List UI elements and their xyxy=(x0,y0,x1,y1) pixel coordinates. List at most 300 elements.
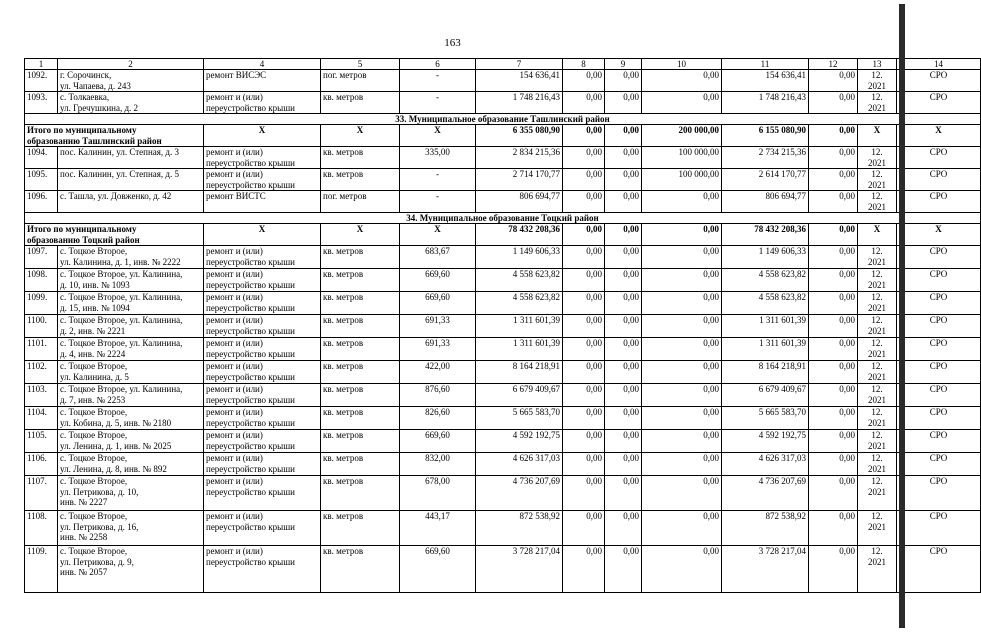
address xyxy=(58,191,204,213)
total-cost: 6 679 409,67 xyxy=(476,384,563,407)
address xyxy=(58,511,204,546)
volume: 443,17 xyxy=(400,511,476,546)
table-row xyxy=(25,407,981,430)
completion-date xyxy=(858,70,897,92)
work-type-line: ремонт и (или) xyxy=(206,511,263,521)
address-line: с. Толкаевка, xyxy=(60,92,110,102)
work-type-line: ремонт и (или) xyxy=(206,546,263,556)
volume: 669,60 xyxy=(400,430,476,453)
funding-col-10: 0,00 xyxy=(642,338,722,361)
funding-col-11: 4 592 192,75 xyxy=(722,430,809,453)
address-line: с. Тоцкое Второе, xyxy=(60,476,128,486)
funding-col-12: 0,00 xyxy=(809,92,858,114)
funding-col-8: 0,00 xyxy=(563,147,605,169)
total-cost: 2 834 215,36 xyxy=(476,147,563,169)
work-type-line: ремонт и (или) xyxy=(206,476,263,486)
address-line: ул. Петрикова, д. 9, xyxy=(60,556,134,567)
address-line: г. Сорочинск, xyxy=(60,70,112,80)
volume: 669,60 xyxy=(400,292,476,315)
contractor-type: СРО xyxy=(897,315,981,338)
column-number-header: 12 xyxy=(809,59,858,70)
work-type-line: переустройство крыши xyxy=(206,440,295,451)
funding-col-11: 8 164 218,91 xyxy=(722,361,809,384)
completion-date-line: 2021 xyxy=(868,394,886,405)
funding-col-8: 0,00 xyxy=(563,292,605,315)
funding-col-8: 0,00 xyxy=(563,246,605,269)
work-type-line: ремонт и (или) xyxy=(206,407,263,417)
funding-col-11: 5 665 583,70 xyxy=(722,407,809,430)
address-line: инв. № 2227 xyxy=(60,497,108,507)
unit: кв. метров xyxy=(321,147,400,169)
table-row xyxy=(25,430,981,453)
contractor-type: СРО xyxy=(897,384,981,407)
address-line: д. 2, инв. № 2221 xyxy=(60,325,126,336)
work-type-line: переустройство крыши xyxy=(206,179,295,190)
address-line: ул. Ленина, д. 1, инв. № 2025 xyxy=(60,440,172,451)
address-line: ул. Ленина, д. 8, инв. № 892 xyxy=(60,463,167,474)
completion-date xyxy=(858,147,897,169)
completion-date-line: 12. xyxy=(871,269,883,279)
funding-col-11: 4 626 317,03 xyxy=(722,453,809,476)
work-type-line: ремонт и (или) xyxy=(206,246,263,256)
completion-date xyxy=(858,191,897,213)
completion-date-line: 12. xyxy=(871,92,883,102)
address-line: д. 15, инв. № 1094 xyxy=(60,302,130,313)
unit: кв. метров xyxy=(321,169,400,191)
contractor-type: СРО xyxy=(897,407,981,430)
funding-col-12: 0,00 xyxy=(809,338,858,361)
table-row xyxy=(25,361,981,384)
row-number: 1096. xyxy=(25,191,58,213)
completion-date xyxy=(858,430,897,453)
funding-col-11: 4 558 623,82 xyxy=(722,292,809,315)
funding-col-12: 0,00 xyxy=(809,70,858,92)
column-number-header: 7 xyxy=(476,59,563,70)
funding-col-9: 0,00 xyxy=(605,70,642,92)
completion-date-line: 2021 xyxy=(868,325,886,336)
funding-col-8: 0,00 xyxy=(563,546,605,593)
address-line: ул. Калинина, д. 5 xyxy=(60,371,129,382)
column-number-header: 8 xyxy=(563,59,605,70)
funding-col-10: 0,00 xyxy=(642,269,722,292)
completion-date-line: 2021 xyxy=(868,179,886,190)
address-line: с. Тоцкое Второе, xyxy=(60,407,128,417)
subtotal-label xyxy=(25,125,204,147)
funding-col-8: 0,00 xyxy=(563,70,605,92)
subtotal-fund: 6 155 080,90 xyxy=(722,125,809,147)
work-type xyxy=(204,511,321,546)
subtotal-fund: 0,00 xyxy=(563,125,605,147)
completion-date-line: 2021 xyxy=(868,102,886,113)
work-type-line: переустройство крыши xyxy=(206,279,295,290)
completion-date-line: 12. xyxy=(871,453,883,463)
funding-col-8: 0,00 xyxy=(563,315,605,338)
total-cost: 2 714 170,77 xyxy=(476,169,563,191)
column-number-header: 10 xyxy=(642,59,722,70)
funding-col-12: 0,00 xyxy=(809,453,858,476)
funding-col-12: 0,00 xyxy=(809,511,858,546)
total-cost: 1 149 606,33 xyxy=(476,246,563,269)
subtotal-x: X xyxy=(858,224,897,246)
subtotal-x: X xyxy=(400,125,476,147)
completion-date-line: 2021 xyxy=(868,440,886,451)
volume: 669,60 xyxy=(400,269,476,292)
work-type-line: переустройство крыши xyxy=(206,371,295,382)
address-line: ул. Петрикова, д. 16, xyxy=(60,521,139,532)
funding-col-9: 0,00 xyxy=(605,453,642,476)
work-type-line: переустройство крыши xyxy=(206,302,295,313)
completion-date-line: 2021 xyxy=(868,80,886,91)
completion-date-line: 12. xyxy=(871,169,883,179)
address-line: ул. Петрикова, д. 10, xyxy=(60,486,139,497)
funding-col-11: 2 614 170,77 xyxy=(722,169,809,191)
contractor-type: СРО xyxy=(897,169,981,191)
address xyxy=(58,361,204,384)
unit: кв. метров xyxy=(321,246,400,269)
completion-date-line: 12. xyxy=(871,407,883,417)
funding-col-10: 0,00 xyxy=(642,92,722,114)
total-cost: 1 748 216,43 xyxy=(476,92,563,114)
completion-date-line: 2021 xyxy=(868,371,886,382)
table-row xyxy=(25,384,981,407)
address-line: ул. Кобина, д. 5, инв. № 2180 xyxy=(60,417,172,428)
subtotal-x: X xyxy=(897,125,981,147)
funding-col-10: 0,00 xyxy=(642,70,722,92)
subtotal-fund: 0,00 xyxy=(605,125,642,147)
funding-col-12: 0,00 xyxy=(809,315,858,338)
funding-col-10: 0,00 xyxy=(642,476,722,511)
work-type xyxy=(204,70,321,92)
funding-col-10: 0,00 xyxy=(642,191,722,213)
address xyxy=(58,476,204,511)
funding-col-8: 0,00 xyxy=(563,191,605,213)
unit: пог. метров xyxy=(321,191,400,213)
work-type-line: переустройство крыши xyxy=(206,102,295,113)
unit: кв. метров xyxy=(321,384,400,407)
work-type xyxy=(204,269,321,292)
address xyxy=(58,70,204,92)
column-number-header: 14 xyxy=(897,59,981,70)
completion-date xyxy=(858,315,897,338)
address-line: с. Тоцкое Второе, xyxy=(60,430,128,440)
funding-col-10: 0,00 xyxy=(642,453,722,476)
completion-date xyxy=(858,92,897,114)
funding-col-9: 0,00 xyxy=(605,269,642,292)
table-row xyxy=(25,246,981,269)
contractor-type: СРО xyxy=(897,361,981,384)
funding-col-9: 0,00 xyxy=(605,511,642,546)
subtotal-x: X xyxy=(858,125,897,147)
contractor-type: СРО xyxy=(897,338,981,361)
address-line: с. Тоцкое Второе, xyxy=(60,546,128,556)
contractor-type: СРО xyxy=(897,430,981,453)
table-row xyxy=(25,315,981,338)
contractor-type: СРО xyxy=(897,511,981,546)
table-row xyxy=(25,453,981,476)
table-row xyxy=(25,476,981,511)
funding-col-11: 3 728 217,04 xyxy=(722,546,809,593)
contractor-type: СРО xyxy=(897,92,981,114)
funding-col-8: 0,00 xyxy=(563,269,605,292)
funding-col-9: 0,00 xyxy=(605,246,642,269)
completion-date xyxy=(858,292,897,315)
completion-date xyxy=(858,246,897,269)
completion-date-line: 12. xyxy=(871,384,883,394)
page-number: 163 xyxy=(444,37,461,49)
funding-col-9: 0,00 xyxy=(605,384,642,407)
total-cost: 4 626 317,03 xyxy=(476,453,563,476)
completion-date-line: 12. xyxy=(871,430,883,440)
unit: кв. метров xyxy=(321,546,400,593)
address xyxy=(58,92,204,114)
work-type xyxy=(204,384,321,407)
row-number: 1105. xyxy=(25,430,58,453)
work-type-line: ремонт и (или) xyxy=(206,147,263,157)
funding-col-11: 1 748 216,43 xyxy=(722,92,809,114)
address xyxy=(58,315,204,338)
subtotal-fund: 78 432 208,36 xyxy=(722,224,809,246)
table-row xyxy=(25,191,981,213)
total-cost: 3 728 217,04 xyxy=(476,546,563,593)
funding-col-11: 4 558 623,82 xyxy=(722,269,809,292)
funding-col-12: 0,00 xyxy=(809,147,858,169)
work-type xyxy=(204,338,321,361)
total-cost: 4 592 192,75 xyxy=(476,430,563,453)
subtotal-label xyxy=(25,224,204,246)
section-heading: 34. Муниципальное образование Тоцкий район xyxy=(25,213,981,224)
address xyxy=(58,430,204,453)
subtotal-x: X xyxy=(204,125,321,147)
table-row xyxy=(25,546,981,593)
address-line: с. Тоцкое Второе, ул. Калинина, xyxy=(60,384,183,394)
subtotal-label-line: Итого по муниципальному xyxy=(27,224,137,234)
funding-col-12: 0,00 xyxy=(809,361,858,384)
funding-col-9: 0,00 xyxy=(605,292,642,315)
subtotal-row xyxy=(25,224,981,246)
completion-date-line: 2021 xyxy=(868,521,886,532)
work-type-line: переустройство крыши xyxy=(206,325,295,336)
subtotal-x: X xyxy=(204,224,321,246)
funding-col-8: 0,00 xyxy=(563,169,605,191)
funding-col-10: 0,00 xyxy=(642,384,722,407)
total-cost: 8 164 218,91 xyxy=(476,361,563,384)
table-row xyxy=(25,92,981,114)
unit: кв. метров xyxy=(321,430,400,453)
work-type-line: переустройство крыши xyxy=(206,157,295,168)
address xyxy=(58,453,204,476)
completion-date-line: 12. xyxy=(871,147,883,157)
funding-col-9: 0,00 xyxy=(605,476,642,511)
completion-date-line: 2021 xyxy=(868,302,886,313)
row-number: 1102. xyxy=(25,361,58,384)
funding-col-10: 0,00 xyxy=(642,315,722,338)
completion-date-line: 2021 xyxy=(868,486,886,497)
address-line: д. 7, инв. № 2253 xyxy=(60,394,126,405)
subtotal-row xyxy=(25,125,981,147)
volume: 832,00 xyxy=(400,453,476,476)
address xyxy=(58,338,204,361)
total-cost: 4 558 623,82 xyxy=(476,292,563,315)
subtotal-x: X xyxy=(321,224,400,246)
completion-date xyxy=(858,384,897,407)
column-number-header: 5 xyxy=(321,59,400,70)
address xyxy=(58,246,204,269)
contractor-type: СРО xyxy=(897,546,981,593)
contractor-type: СРО xyxy=(897,147,981,169)
work-type xyxy=(204,246,321,269)
funding-col-9: 0,00 xyxy=(605,430,642,453)
subtotal-x: X xyxy=(400,224,476,246)
completion-date-line: 12. xyxy=(871,246,883,256)
work-type xyxy=(204,92,321,114)
work-type-line: переустройство крыши xyxy=(206,463,295,474)
unit: кв. метров xyxy=(321,92,400,114)
completion-date-line: 12. xyxy=(871,315,883,325)
completion-date-line: 12. xyxy=(871,361,883,371)
funding-col-8: 0,00 xyxy=(563,476,605,511)
contractor-type: СРО xyxy=(897,292,981,315)
row-number: 1103. xyxy=(25,384,58,407)
work-type xyxy=(204,430,321,453)
subtotal-label-line: Итого по муниципальному xyxy=(27,125,137,135)
funding-col-12: 0,00 xyxy=(809,292,858,315)
completion-date xyxy=(858,338,897,361)
completion-date-line: 2021 xyxy=(868,157,886,168)
contractor-type: СРО xyxy=(897,476,981,511)
address xyxy=(58,546,204,593)
table-row xyxy=(25,292,981,315)
funding-col-12: 0,00 xyxy=(809,546,858,593)
row-number: 1095. xyxy=(25,169,58,191)
table-row xyxy=(25,147,981,169)
total-cost: 1 311 601,39 xyxy=(476,338,563,361)
volume: - xyxy=(400,70,476,92)
volume: - xyxy=(400,169,476,191)
volume: 691,33 xyxy=(400,338,476,361)
work-type-line: ремонт и (или) xyxy=(206,315,263,325)
row-number: 1106. xyxy=(25,453,58,476)
funding-col-10: 0,00 xyxy=(642,361,722,384)
completion-date-line: 12. xyxy=(871,511,883,521)
volume: 683,67 xyxy=(400,246,476,269)
subtotal-fund: 0,00 xyxy=(809,125,858,147)
column-number-header: 1 xyxy=(25,59,58,70)
subtotal-x: X xyxy=(321,125,400,147)
funding-col-8: 0,00 xyxy=(563,92,605,114)
work-type-line: ремонт ВИСЭС xyxy=(206,70,267,80)
funding-col-12: 0,00 xyxy=(809,407,858,430)
total-cost: 806 694,77 xyxy=(476,191,563,213)
subtotal-label-line: образованию Ташлинский район xyxy=(27,135,162,146)
address-line: ул. Гречушкина, д. 2 xyxy=(60,102,139,113)
address-line: инв. № 2057 xyxy=(60,567,108,577)
work-type-line: ремонт и (или) xyxy=(206,169,263,179)
address xyxy=(58,407,204,430)
section-heading: 33. Муниципальное образование Ташлинский район xyxy=(25,114,981,125)
completion-date-line: 2021 xyxy=(868,463,886,474)
column-number-header: 13 xyxy=(858,59,897,70)
row-number: 1097. xyxy=(25,246,58,269)
funding-col-10: 100 000,00 xyxy=(642,147,722,169)
work-type xyxy=(204,453,321,476)
work-type-line: переустройство крыши xyxy=(206,417,295,428)
address-line: с. Тоцкое Второе, xyxy=(60,511,128,521)
completion-date xyxy=(858,269,897,292)
funding-col-10: 0,00 xyxy=(642,511,722,546)
address-line: с. Тоцкое Второе, xyxy=(60,246,128,256)
funding-col-11: 1 311 601,39 xyxy=(722,315,809,338)
unit: кв. метров xyxy=(321,292,400,315)
funding-col-8: 0,00 xyxy=(563,430,605,453)
volume: 422,00 xyxy=(400,361,476,384)
volume: 669,60 xyxy=(400,546,476,593)
completion-date-line: 2021 xyxy=(868,348,886,359)
funding-col-10: 0,00 xyxy=(642,246,722,269)
work-type-line: ремонт ВИСТС xyxy=(206,191,266,201)
funding-col-8: 0,00 xyxy=(563,453,605,476)
row-number: 1094. xyxy=(25,147,58,169)
funding-col-12: 0,00 xyxy=(809,430,858,453)
row-number: 1109. xyxy=(25,546,58,593)
address-line: инв. № 2258 xyxy=(60,532,108,542)
row-number: 1099. xyxy=(25,292,58,315)
subtotal-fund: 0,00 xyxy=(642,224,722,246)
volume: 876,60 xyxy=(400,384,476,407)
contractor-type: СРО xyxy=(897,269,981,292)
row-number: 1101. xyxy=(25,338,58,361)
completion-date xyxy=(858,407,897,430)
unit: кв. метров xyxy=(321,453,400,476)
funding-col-12: 0,00 xyxy=(809,246,858,269)
work-type-line: ремонт и (или) xyxy=(206,384,263,394)
column-number-header: 11 xyxy=(722,59,809,70)
funding-col-11: 2 734 215,36 xyxy=(722,147,809,169)
address-line: с. Тоцкое Второе, ул. Калинина, xyxy=(60,338,183,348)
completion-date-line: 12. xyxy=(871,191,883,201)
total-cost: 4 736 207,69 xyxy=(476,476,563,511)
funding-col-11: 1 149 606,33 xyxy=(722,246,809,269)
funding-col-12: 0,00 xyxy=(809,169,858,191)
volume: - xyxy=(400,92,476,114)
funding-col-12: 0,00 xyxy=(809,476,858,511)
funding-col-12: 0,00 xyxy=(809,269,858,292)
funding-col-10: 0,00 xyxy=(642,407,722,430)
unit: кв. метров xyxy=(321,407,400,430)
funding-col-9: 0,00 xyxy=(605,407,642,430)
unit: кв. метров xyxy=(321,511,400,546)
unit: кв. метров xyxy=(321,338,400,361)
volume: 691,33 xyxy=(400,315,476,338)
completion-date-line: 2021 xyxy=(868,417,886,428)
funding-col-11: 4 736 207,69 xyxy=(722,476,809,511)
completion-date-line: 2021 xyxy=(868,279,886,290)
volume: 678,00 xyxy=(400,476,476,511)
work-type xyxy=(204,361,321,384)
funding-col-11: 154 636,41 xyxy=(722,70,809,92)
address-line: с. Тоцкое Второе, ул. Калинина, xyxy=(60,292,183,302)
work-type-line: ремонт и (или) xyxy=(206,269,263,279)
contractor-type: СРО xyxy=(897,246,981,269)
subtotal-cost: 78 432 208,36 xyxy=(476,224,563,246)
address-line: с. Ташла, ул. Довженко, д. 42 xyxy=(60,191,172,201)
funding-col-11: 872 538,92 xyxy=(722,511,809,546)
repair-program-table-container xyxy=(24,58,948,593)
funding-col-9: 0,00 xyxy=(605,338,642,361)
work-type-line: ремонт и (или) xyxy=(206,92,263,102)
funding-col-9: 0,00 xyxy=(605,92,642,114)
table-row xyxy=(25,338,981,361)
total-cost: 5 665 583,70 xyxy=(476,407,563,430)
